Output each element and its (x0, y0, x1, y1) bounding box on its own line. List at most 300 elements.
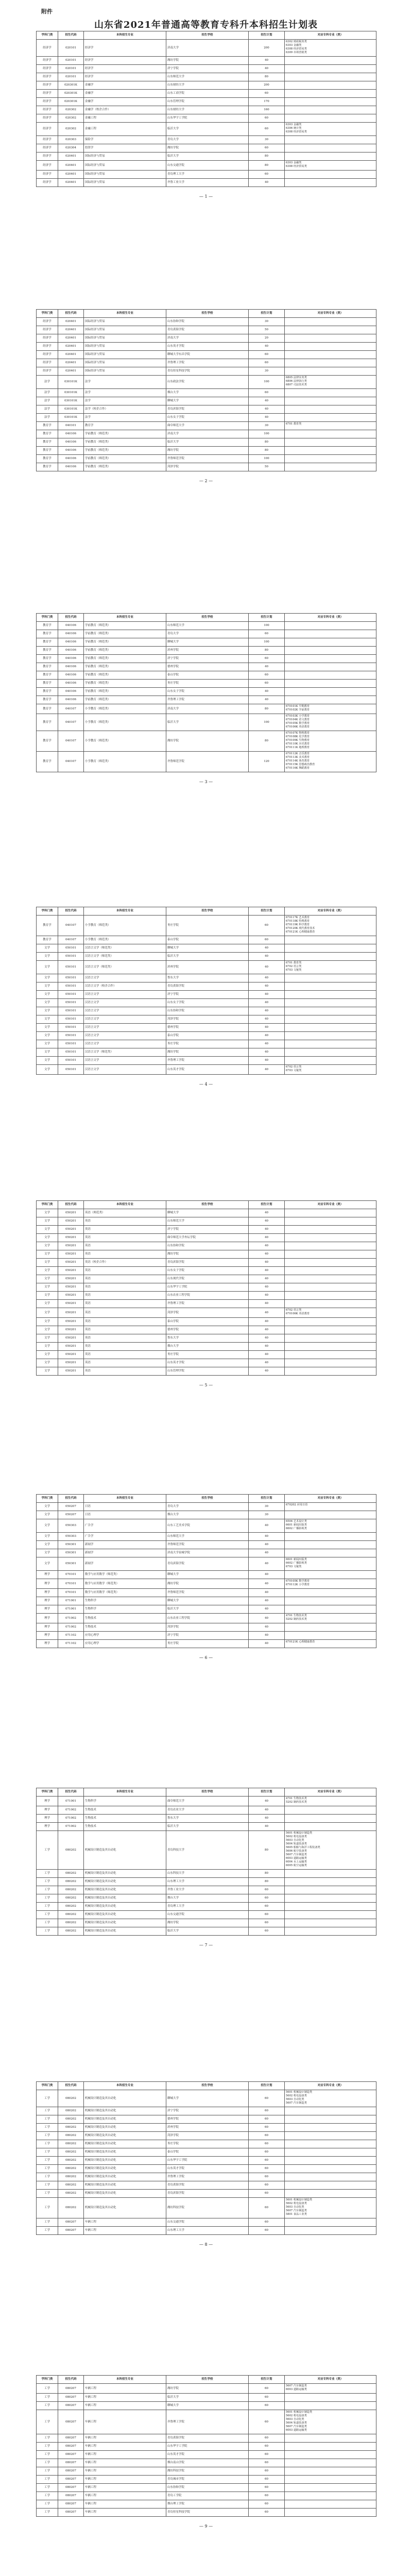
table-cell: 080202 (58, 1878, 84, 1886)
table-cell (285, 343, 376, 351)
table-cell: 60 (249, 680, 285, 688)
table-cell: 40 (249, 1283, 285, 1292)
table-row (37, 144, 376, 152)
table-cell: 枣庄学院 (166, 2140, 249, 2148)
table-cell: 工学 (37, 2443, 58, 2451)
table-cell: 汉语言文学 (84, 999, 166, 1007)
table-cell: 山东女子学院 (166, 414, 249, 422)
table-cell: 050101 (58, 982, 84, 991)
table-cell: 理学 (37, 1571, 58, 1579)
table-cell: 国际经济与贸易 (84, 152, 166, 161)
table-page (36, 1494, 376, 1648)
table-cell: 济宁学院 (166, 65, 249, 73)
table-row (37, 752, 376, 772)
table-cell: 6701 教育类 6702 语言类 6703 文秘类 (285, 961, 376, 974)
table-cell: 法学 (84, 397, 166, 405)
table-cell: 60 (249, 351, 285, 359)
annex-label: 附件 (41, 8, 53, 15)
table-cell: 60 (249, 2124, 285, 2132)
table-cell: 工学 (37, 2140, 58, 2148)
table-cell: 050101 (58, 1065, 84, 1075)
table-cell: 文学 (37, 953, 58, 961)
table-cell: 6302 财政税务类 6303 金融类 6308 经济贸易类 6309 市场营销类 (285, 40, 376, 57)
table-cell: 50 (249, 326, 285, 334)
table-cell: 经济学 (37, 123, 58, 136)
table-row (37, 1359, 376, 1367)
table-cell: 汉语言文学 (84, 1015, 166, 1024)
column-header: 招生计划 (249, 31, 285, 40)
table-cell: 40 (249, 1815, 285, 1823)
table-row (37, 936, 376, 944)
header-row (37, 907, 376, 916)
table-cell: 经济学 (37, 179, 58, 187)
table-cell: 40 (249, 982, 285, 991)
table-cell: 040107 (58, 936, 84, 944)
table-cell: 080207 (58, 2434, 84, 2443)
table-cell (285, 953, 376, 961)
table-cell: 040107 (58, 752, 84, 772)
table-cell: 教育学 (37, 671, 58, 680)
table-cell: 60 (249, 2402, 285, 2410)
table-cell: 050301 (58, 1549, 84, 1557)
column-header: 招生学校 (166, 2376, 249, 2384)
table-cell: 理学 (37, 1623, 58, 1632)
table-cell: 工学 (37, 2476, 58, 2484)
table-cell: 040107 (58, 916, 84, 936)
table-cell: 理学 (37, 1597, 58, 1605)
table-cell (285, 1032, 376, 1040)
table-cell: 汉语言文学（校企合作） (84, 982, 166, 991)
table-cell: 020401 (58, 359, 84, 367)
table-cell: 经济学 (84, 57, 166, 65)
table-cell: 文学 (37, 1024, 58, 1032)
table-row (37, 1597, 376, 1605)
table-cell: 30 (249, 1511, 285, 1519)
table-row (37, 671, 376, 680)
table-cell: 071001 (58, 1597, 84, 1605)
table-cell: 工学 (37, 2115, 58, 2124)
table-cell: 文学 (37, 1250, 58, 1259)
table-cell: 文学 (37, 1533, 58, 1541)
table-cell (285, 1259, 376, 1267)
table-cell: 泰山学院 (166, 671, 249, 680)
table-cell (285, 1024, 376, 1032)
table-row (37, 2190, 376, 2198)
table-cell: 临沂大学 (166, 152, 249, 161)
table-cell: 工学 (37, 1903, 58, 1911)
table-row (37, 1007, 376, 1015)
table-cell (285, 1815, 376, 1823)
table-cell (285, 1351, 376, 1359)
table-cell: 鲁东大学 (166, 974, 249, 982)
table-row (37, 2451, 376, 2459)
table-row (37, 1275, 376, 1283)
table-row (37, 81, 376, 90)
table-cell: 潍坊学院 (166, 1919, 249, 1927)
table-cell (285, 1267, 376, 1275)
table-cell: 工学 (37, 2107, 58, 2115)
table-row (37, 405, 376, 414)
column-header: 学科门类 (37, 614, 58, 622)
table-row (37, 1351, 376, 1359)
column-header: 招生代码 (58, 1201, 84, 1209)
table-cell: 学前教育（师范类） (84, 663, 166, 671)
table-cell (285, 936, 376, 944)
table-cell (285, 1911, 376, 1919)
table-cell: 经济学 (37, 136, 58, 144)
table-row (37, 974, 376, 982)
table-row (37, 696, 376, 704)
table-cell: 60 (249, 2451, 285, 2459)
table-cell: 040107 (58, 704, 84, 714)
table-cell: 5601 机械设计制造类 5602 机电设备类 5603 自动化类 5604 轨道装备类 5607 汽车制造类 6003 道路运输类 (285, 2410, 376, 2434)
table-cell (285, 1597, 376, 1605)
table-cell: 金融学 (84, 98, 166, 106)
table-row (37, 1541, 376, 1549)
table-cell: 聊城大学 (166, 1571, 249, 1579)
table-cell (285, 1359, 376, 1367)
table-cell: 山东华宇工学院 (166, 1283, 249, 1292)
table-cell: 050101 (58, 1007, 84, 1015)
table-cell: 青岛工学院 (166, 2492, 249, 2500)
table-cell: 英语（校企合作） (84, 1259, 166, 1267)
table-row (37, 90, 376, 98)
table-cell: 理学 (37, 1605, 58, 1614)
table-cell: 教育学 (37, 447, 58, 455)
table-cell: 国际经济与贸易 (84, 334, 166, 343)
table-cell: 山东华宇工学院 (166, 114, 249, 123)
table-cell: 青岛大学 (166, 1503, 249, 1511)
table-row (37, 1797, 376, 1806)
table-cell: 枣庄学院 (166, 1640, 249, 1648)
page-number: — 7 — (199, 1943, 213, 1947)
table-cell: 德州学院 (166, 1024, 249, 1032)
table-cell: 080202 (58, 2190, 84, 2198)
table-cell: 广告学 (84, 1533, 166, 1541)
table-row (37, 114, 376, 123)
table-cell (285, 98, 376, 106)
table-cell (285, 414, 376, 422)
table-cell: 工学 (37, 1878, 58, 1886)
table-cell: 4701 生物技术类 5202 制药技术类 (285, 1797, 376, 1806)
table-cell: 080207 (58, 2410, 84, 2434)
table-cell: 广告学 (84, 1519, 166, 1533)
table-row (37, 1343, 376, 1351)
page-number: — 2 — (199, 479, 213, 483)
table-cell (285, 999, 376, 1007)
table-cell: 汉语言文学 (84, 1024, 166, 1032)
column-header: 招生代码 (58, 1788, 84, 1797)
table-cell: 050301 (58, 1541, 84, 1549)
table-cell (285, 455, 376, 463)
table-cell: 020401 (58, 161, 84, 171)
table-row (37, 1806, 376, 1815)
table-cell (285, 688, 376, 696)
table-cell: 滨州学院 (166, 2124, 249, 2132)
table-cell: 40 (249, 1579, 285, 1589)
column-header: 对应专科专业（类） (285, 907, 376, 916)
table-cell: 潍坊学院 (166, 447, 249, 455)
table-cell: 60 (249, 1919, 285, 1927)
table-cell: 40 (249, 1351, 285, 1359)
table-cell: 文学 (37, 1334, 58, 1343)
table-cell: 文学 (37, 1048, 58, 1057)
table-cell (285, 359, 376, 367)
table-cell: 050207 (58, 1511, 84, 1519)
table-cell: 40 (249, 953, 285, 961)
table-cell (285, 1806, 376, 1815)
table-cell: 40 (249, 179, 285, 187)
table-cell: 071001 (58, 1605, 84, 1614)
table-cell (285, 389, 376, 397)
table-cell: 青岛黄海学院 (166, 2434, 249, 2443)
table-cell: 青岛城市学院 (166, 2476, 249, 2484)
table-cell: 齐鲁理工学院 (166, 696, 249, 704)
table-cell: 国际经济与贸易 (84, 343, 166, 351)
table-cell: 60 (249, 2140, 285, 2148)
table-cell: 菏泽学院 (166, 2132, 249, 2140)
table-row (37, 1032, 376, 1040)
table-cell (285, 430, 376, 438)
table-cell: 经济学 (37, 152, 58, 161)
table-cell: 050201 (58, 1242, 84, 1250)
table-cell: 080202 (58, 2090, 84, 2107)
table-cell (285, 1209, 376, 1217)
table-row (37, 622, 376, 630)
table-cell: 40 (249, 1234, 285, 1242)
table-cell: 机械设计制造及其自动化 (84, 1911, 166, 1919)
table-cell: 文学 (37, 1367, 58, 1376)
table-cell: 国际经济与贸易 (84, 161, 166, 171)
table-cell (285, 1242, 376, 1250)
table-cell (285, 663, 376, 671)
table-cell: 汉语言文学（师范类） (84, 961, 166, 974)
table-cell: 40 (249, 1217, 285, 1226)
table-cell: 080202 (58, 2115, 84, 2124)
table-cell: 文学 (37, 999, 58, 1007)
table-cell: 40 (249, 944, 285, 953)
table-cell: 齐鲁工业大学 (166, 179, 249, 187)
table-cell: 车辆工程 (84, 2492, 166, 2500)
table-cell: 临沂大学 (166, 1823, 249, 1831)
table-cell: 曲阜师范大学 (166, 1797, 249, 1806)
table-cell: 050201 (58, 1209, 84, 1217)
table-row (37, 2402, 376, 2410)
table-cell: 经济学 (37, 144, 58, 152)
table-cell: 齐鲁理工学院 (166, 359, 249, 367)
table-cell: 文学 (37, 1259, 58, 1267)
table-cell: 工学 (37, 2451, 58, 2459)
table-row (37, 326, 376, 334)
table-cell: 理学 (37, 1579, 58, 1589)
table-cell: 临沂大学 (166, 1927, 249, 1936)
table-cell: 40 (249, 1589, 285, 1597)
table-cell: 6805 法律实务类 6806 法律执行类 6807 司法技术类 (285, 376, 376, 389)
table-cell: 聊城大学 (166, 397, 249, 405)
table-cell: 汉语言文学 (84, 1032, 166, 1040)
table-row (37, 359, 376, 367)
table-cell (285, 1589, 376, 1597)
column-header: 招生代码 (58, 907, 84, 916)
table-cell: 60 (249, 2173, 285, 2181)
table-cell (285, 2132, 376, 2140)
table-cell: 文学 (37, 1503, 58, 1511)
table-cell: 学前教育（师范类） (84, 622, 166, 630)
table-cell: 潍坊学院 (166, 1250, 249, 1259)
column-header: 招生代码 (58, 2376, 84, 2384)
table-cell: 车辆工程 (84, 2451, 166, 2459)
table-cell: 山东师范大学 (166, 1217, 249, 1226)
table-cell: 60 (249, 2467, 285, 2476)
table-cell: 滨州学院 (166, 647, 249, 655)
column-header: 学科门类 (37, 1495, 58, 1503)
table-row (37, 731, 376, 752)
table-cell: 40 (249, 1614, 285, 1623)
table-cell (285, 2451, 376, 2459)
table-cell: 临沂大学 (166, 2394, 249, 2402)
table-cell (285, 2190, 376, 2198)
table-page (36, 907, 376, 1075)
column-header: 招生计划 (249, 1201, 285, 1209)
table-cell: 60 (249, 1903, 285, 1911)
table-cell: 教育学 (37, 438, 58, 447)
table-cell: 30 (249, 422, 285, 430)
table-cell: 050101 (58, 961, 84, 974)
table-cell: 生物技术 (84, 1623, 166, 1632)
table-cell: 经济学 (37, 40, 58, 57)
table-cell: 020401 (58, 334, 84, 343)
header-row (37, 1495, 376, 1503)
table-cell (285, 81, 376, 90)
table-cell: 车辆工程 (84, 2509, 166, 2517)
table-cell (285, 1605, 376, 1614)
table-cell: 山东女子学院 (166, 688, 249, 696)
table-cell: 40 (249, 991, 285, 999)
table-cell: 文学 (37, 1242, 58, 1250)
table-cell: 青岛滨海学院 (166, 2190, 249, 2198)
table-cell: 60 (249, 359, 285, 367)
table-cell: 40 (249, 1250, 285, 1259)
table-cell: 080202 (58, 1911, 84, 1919)
table-cell: 工学 (37, 1919, 58, 1927)
table-cell: 文学 (37, 1234, 58, 1242)
column-header: 招生学校 (166, 310, 249, 318)
table-row (37, 1250, 376, 1259)
table-cell: 车辆工程 (84, 2459, 166, 2467)
table-cell: 40 (249, 1032, 285, 1040)
table-row (37, 334, 376, 343)
table-row (37, 1557, 376, 1571)
table-cell: 071102 (58, 1632, 84, 1640)
table-cell: 金融学（校企合作） (84, 106, 166, 114)
table-cell: 教育学 (37, 696, 58, 704)
table-cell: 40 (249, 414, 285, 422)
table-cell: 40 (249, 1823, 285, 1831)
table-cell (285, 638, 376, 647)
table-cell: 山东协和学院 (166, 1242, 249, 1250)
table-cell (285, 179, 376, 187)
table-cell: 文学 (37, 1065, 58, 1075)
table-row (37, 1878, 376, 1886)
table-cell: 工学 (37, 2157, 58, 2165)
table-cell: 5601 机械设计制造类 5602 机电设备类 5603 自动化类 5607 汽车制造类 (285, 2090, 376, 2107)
table-cell: 40 (249, 57, 285, 65)
table-cell (285, 1040, 376, 1048)
table-cell (285, 1541, 376, 1549)
table-cell: 理学 (37, 1589, 58, 1597)
table-cell: 071102 (58, 1640, 84, 1648)
table-row (37, 65, 376, 73)
table-cell: 071002 (58, 1806, 84, 1815)
table-cell: 经济学 (84, 65, 166, 73)
table-row (37, 1318, 376, 1326)
table-cell: 山东科技大学 (166, 1870, 249, 1878)
table-cell: 670112K 音乐教育 670113K 美术教育 670114K 体育教育 670115K 思想政治教育 670116K 舞蹈教育 (285, 752, 376, 772)
table-cell: 潍坊学院 (166, 57, 249, 65)
table-cell: 60 (249, 2218, 285, 2227)
plan-table (36, 1494, 376, 1648)
table-cell (285, 1217, 376, 1226)
table-cell (285, 2165, 376, 2173)
table-row (37, 136, 376, 144)
table-cell: 山东理工大学 (166, 1878, 249, 1886)
table-cell: 050201 (58, 1217, 84, 1226)
table-cell: 法学 (84, 376, 166, 389)
table-cell: 青岛恒星科技学院 (166, 2509, 249, 2517)
table-cell: 英语 (84, 1217, 166, 1226)
table-cell: 理学 (37, 1614, 58, 1623)
table-cell: 5601 机械设计制造类 5602 机电设备类 5603 自动化类 5607 汽车制造类 5801 食品工业类 (285, 2198, 376, 2218)
table-cell: 080207 (58, 2443, 84, 2451)
table-cell: 050201 (58, 1250, 84, 1259)
table-cell (285, 630, 376, 638)
table-cell: 教育学 (37, 463, 58, 471)
table-cell: 670105K 数学教育 670112K 小学教育 (285, 1579, 376, 1589)
table-row (37, 397, 376, 405)
table-row (37, 179, 376, 187)
table-cell: 工学 (37, 2459, 58, 2467)
table-cell: 机械设计制造及其自动化 (84, 1886, 166, 1894)
table-cell: 经济学 (37, 171, 58, 179)
table-cell: 青岛大学 (166, 630, 249, 638)
table-cell: 法学 (37, 414, 58, 422)
table-cell: 40 (249, 1797, 285, 1806)
table-cell (285, 2227, 376, 2235)
table-cell: 烟台理工学院 (166, 2500, 249, 2509)
table-cell: 德州学院 (166, 2115, 249, 2124)
table-cell (285, 680, 376, 688)
table-cell: 040101 (58, 422, 84, 430)
table-cell (285, 1015, 376, 1024)
table-cell: 菏泽学院 (166, 463, 249, 471)
table-cell (285, 1292, 376, 1300)
table-cell: 030101K (58, 376, 84, 389)
table-row (37, 1519, 376, 1533)
table-cell: 670117K 艺术教育 670118K 特殊教育 670119K 科学教育 670120K 现代教育技术 670121K 心理健康教育 (285, 916, 376, 936)
table-cell: 机械设计制造及其自动化 (84, 1927, 166, 1936)
table-row (37, 1623, 376, 1632)
table-cell: 工学 (37, 2173, 58, 2181)
table-cell: 工学 (37, 2148, 58, 2157)
table-cell: 670107K 物理教育 670108K 化学教育 670109K 生物教育 670110K 历史教育 670111K 地理教育 (285, 731, 376, 752)
column-header: 招生学校 (166, 31, 249, 40)
table-cell (285, 2434, 376, 2443)
table-cell: 烟台南山学院 (166, 2459, 249, 2467)
table-cell: 080202 (58, 1831, 84, 1870)
table-cell (285, 2484, 376, 2492)
table-cell: 经济学 (37, 367, 58, 376)
table-row (37, 1267, 376, 1275)
